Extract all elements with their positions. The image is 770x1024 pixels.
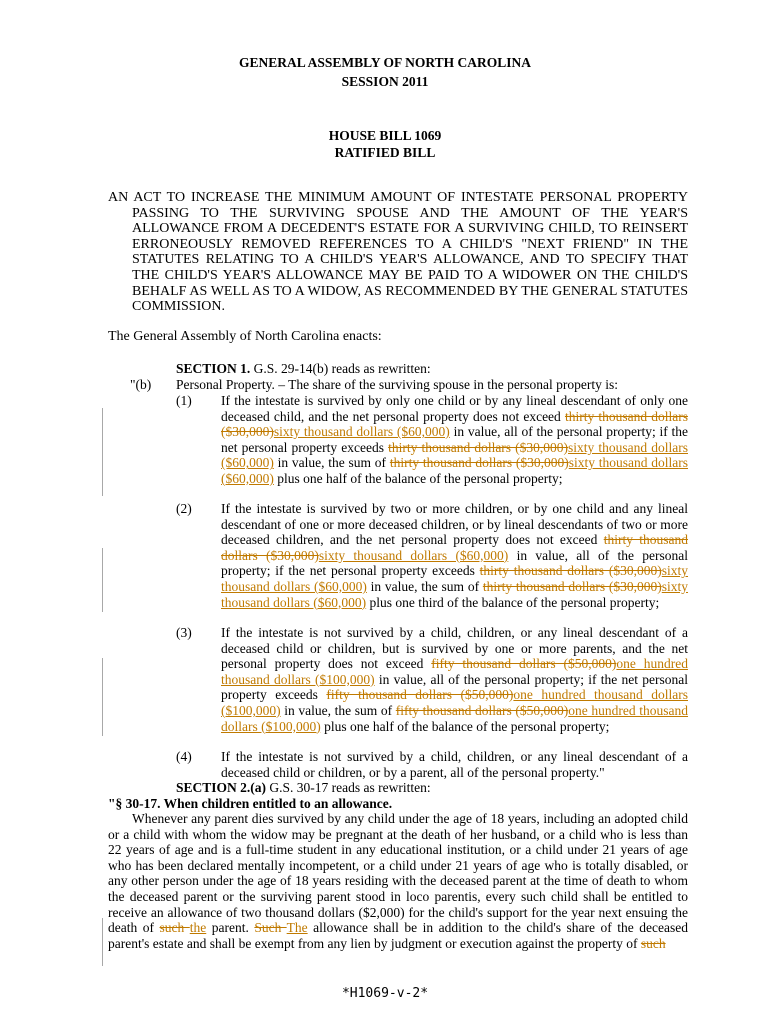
struck-text: fifty thousand dollars ($50,000): [431, 656, 617, 672]
change-bar: [102, 918, 103, 966]
statute-heading: "§ 30-17. When children entitled to an allowance.: [108, 796, 393, 811]
struck-text: thirty thousand dollars ($30,000): [479, 563, 662, 579]
act-title-text: AN ACT TO INCREASE THE MINIMUM AMOUNT OF INTESTATE PERSONAL PROPERTY PASSING TO THE SURVIVING SPOUSE AND THE AMOUNT OF THE YEAR'S ALLOWANCE FROM A DECEDENT'S ESTATE FOR A SURVIVING CHILD, TO REINSERT ERRONEOUSLY REMOVED REFERENCES TO A CHILD'S "NEXT FRIEND" IN THE STATUTES RELATING TO A CHILD'S YEAR'S ALLOWANCE, AND TO SPECIFY THAT THE CHILD'S YEAR'S ALLOWANCE MAY BE PAID TO A WIDOWER ON THE CHILD'S BEHALF AS WELL AS TO A WIDOW, AS RECOMMENDED BY THE GENERAL STATUTES COMMISSION.: [108, 190, 688, 315]
section-1-heading: [176, 361, 696, 377]
inserted-text: sixty thousand dollars ($60,000): [221, 455, 689, 486]
struck-text: thirty thousand dollars ($30,000): [482, 578, 662, 594]
inserted-text: the: [189, 920, 207, 936]
item-2-number: (2): [176, 501, 192, 516]
item-3-number: (3): [176, 625, 192, 640]
change-bar: [102, 548, 103, 612]
inserted-text: sixty thousand dollars ($60,000): [221, 578, 689, 610]
act-title: [108, 190, 688, 315]
section-1-intro: G.S. 29-14(b) reads as rewritten:: [250, 361, 431, 376]
section-2-label: SECTION 2.(a): [176, 780, 267, 795]
struck-text: thirty thousand dollars ($30,000): [221, 408, 688, 440]
session-heading: SESSION 2011: [341, 74, 429, 89]
change-bar: [102, 658, 103, 736]
inserted-text: sixty thousand dollars ($60,000): [221, 439, 688, 471]
struck-text: such: [159, 920, 190, 936]
assembly-heading: GENERAL ASSEMBLY OF NORTH CAROLINA: [238, 55, 532, 70]
item-4-number: (4): [176, 749, 192, 764]
inserted-text: one hundred thousand dollars ($100,000): [221, 687, 688, 718]
bill-status: RATIFIED BILL: [334, 145, 436, 160]
item-1-number: (1): [176, 393, 192, 408]
inserted-text: one hundred thousand dollars ($100,000): [221, 656, 688, 687]
enacting-clause: The General Assembly of North Carolina enacts:: [108, 329, 382, 344]
statute-paragraph: Whenever any parent dies survived by any child under the age of 18 years, including an adopted child or a child with whom the widow may be pregnant at the death of her husband, or a child who is less than 22 years of age and is a full-time student in any educational institution, or a child under 21 years of age who has been declared mentally incompetent, or a child under 21 years of age who is totally disabled, or any other person under the age of 18 years residing with the deceased parent at the time of death to whom the deceased parent or the surviving parent stood in loco parentis, every such child shall be entitled to receive an allowance of two thousand dollars ($2,000) for the child's support for the year next ensuing the death of such the parent. Such The allowance shall be in addition to the child's share of the deceased parent's estate and shall be exempt from any lien by judgment or execution against the property of such: [108, 811, 689, 951]
item-3-text: If the intestate is not survived by a child, children, or any lineal descendant of a deceased child or children, but is survived by one or more parents, and the net personal property does not exceed fifty thousand dollars ($50,000)one hundred thousand dollars ($100,000) in value, all of the personal property; if the net personal property exceeds fifty thousand dollars ($50,000)one hundred thousand dollars ($100,000) in value, the sum of fifty thousand dollars ($50,000)one hundred thousand dollars ($100,000) plus one half of the balance of the personal property;: [221, 625, 689, 734]
inserted-text: sixty thousand dollars ($60,000): [221, 563, 689, 594]
struck-text: fifty thousand dollars ($50,000): [395, 702, 569, 718]
struck-text: thirty thousand dollars ($30,000): [389, 455, 569, 471]
inserted-text: sixty thousand dollars ($60,000): [318, 547, 509, 563]
page-footer-id: *H1069-v-2*: [341, 986, 429, 1001]
change-bar: [102, 408, 103, 496]
item-4-text: If the intestate is not survived by a child, children, or any lineal descendant of a deceased child or children, or by a parent, all of the personal property.": [221, 749, 688, 780]
section-2-heading: [176, 780, 696, 796]
item-2-text: If the intestate is survived by two or more children, or by one child and any lineal descendant of one or more deceased children, or by lineal descendants of two or more deceased children, and the net personal property does not exceed thirty thousand dollars ($30,000)sixty thousand dollars ($60,000) in value, all of the personal property; if the net personal property exceeds thirty thousand dollars ($30,000)sixty thousand dollars ($60,000) in value, the sum of thirty thousand dollars ($30,000)sixty thousand dollars ($60,000) plus one third of the balance of the personal property;: [221, 501, 689, 610]
section-2-intro: G.S. 30-17 reads as rewritten:: [266, 780, 431, 795]
subsection-b-label: "(b): [130, 377, 152, 392]
inserted-text: one hundred thousand dollars ($100,000): [221, 702, 689, 734]
section-1-label: SECTION 1.: [176, 361, 251, 376]
subsection-b-text: Personal Property. – The share of the surviving spouse in the personal property is:: [176, 377, 619, 392]
inserted-text: The: [286, 920, 308, 936]
bill-number: HOUSE BILL 1069: [328, 128, 442, 143]
struck-text: fifty thousand dollars ($50,000): [326, 687, 514, 703]
item-1-text: If the intestate is survived by only one child or by any lineal descendant of only one deceased child, and the net personal property does not exceed thirty thousand dollars ($30,000)sixty thousand dollars ($60,000) in value, all of the personal property; if the net personal property exceeds thirty thousand dollars ($30,000)sixty thousand dollars ($60,000) in value, the sum of thirty thousand dollars ($30,000)sixty thousand dollars ($60,000) plus one half of the balance of the personal property;: [221, 393, 689, 486]
struck-text: such: [640, 935, 666, 951]
inserted-text: sixty thousand dollars ($60,000): [273, 424, 450, 440]
struck-text: thirty thousand dollars ($30,000): [221, 532, 688, 563]
struck-text: Such: [254, 920, 287, 936]
struck-text: thirty thousand dollars ($30,000): [388, 439, 569, 455]
